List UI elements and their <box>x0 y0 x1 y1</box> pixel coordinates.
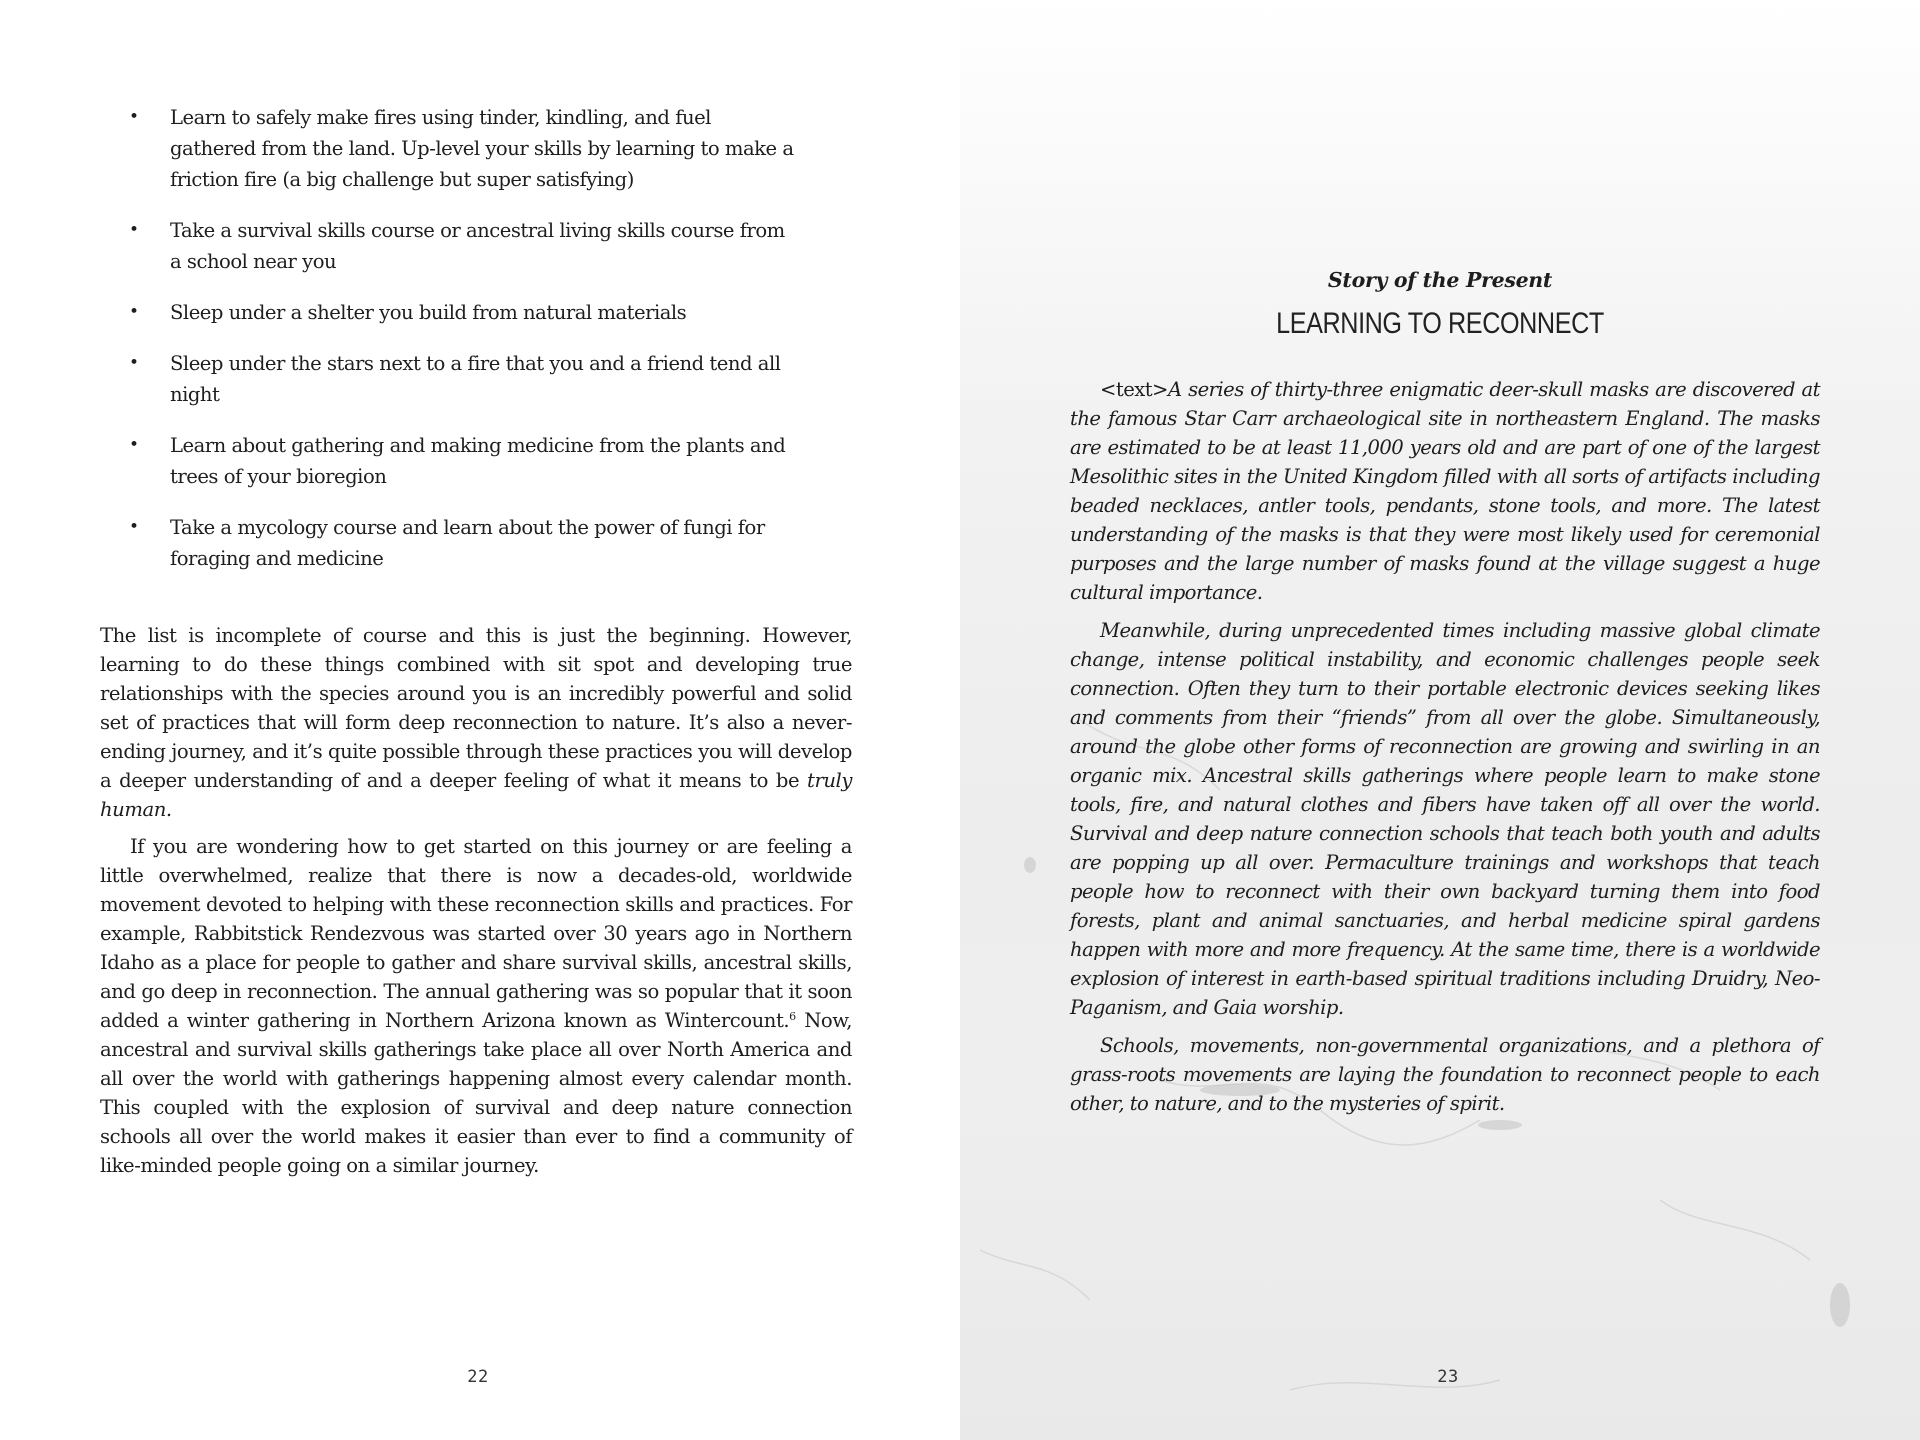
bullet-marker: • <box>129 435 139 455</box>
list-item <box>100 430 820 492</box>
bullet-marker: • <box>129 107 139 127</box>
right-page <box>960 0 1920 1440</box>
section-kicker: Story of the Present <box>1327 268 1553 292</box>
list-item <box>100 215 820 277</box>
right-body-text <box>1070 375 1820 1127</box>
bullet-marker: • <box>129 353 139 373</box>
paragraph-text-continued: Now, ancestral and survival skills gatherings take place all over North America and all over the world with gatherings happening almost every calendar month. This coupled with the explosion of survival and deep nature connection schools all over the world makes it easier than ever to find a community of like-minded people going on a similar journey. <box>100 1009 853 1177</box>
list-item <box>100 512 820 574</box>
page-number: 22 <box>467 1367 489 1387</box>
list-item <box>100 297 820 328</box>
left-body-text <box>100 621 852 1188</box>
footnote-marker[interactable]: 6 <box>789 1010 796 1023</box>
bullet-list <box>100 102 800 594</box>
paragraph-text: The list is incomplete of course and this is just the beginning. However, learning to do these things combined with sit spot and developing true relationships with the species around you is an incredibly powerful and solid set of practices that will form deep reconnection to nature. It’s also a never-ending journey, and it’s quite possible through these practices you will develop a deeper understanding of and a deeper feeling of what it means to be <box>100 624 852 792</box>
bullet-marker: • <box>129 220 139 240</box>
page-number: 23 <box>1437 1367 1459 1387</box>
list-item-text: Take a survival skills course or ancestral living skills course from a school near you <box>170 219 785 273</box>
paragraph-text: A series of thirty-three enigmatic deer-skull masks are discovered at the famous Star Carr archaeological site in northeastern England. The masks are estimated to be at least 11,000 years old and are part of one of the largest Mesolithic sites in the United Kingdom filled with all sorts of artifacts including beaded necklaces, antler tools, pendants, stone tools, and more. The latest understanding of the masks is that they were most likely used for ceremonial purposes and the large number of masks found at the village suggest a huge cultural importance. <box>1070 378 1820 604</box>
markup-tag-text: <text> <box>1100 378 1168 401</box>
paragraph-text: If you are wondering how to get started on this journey or are feeling a little overwhelmed, realize that there is now a decades-old, worldwide movement devoted to helping with these reconnection skills and practices. For example, Rabbitstick Rendezvous was started over 30 years ago in Northern Idaho as a place for people to gather and share survival skills, ancestral skills, and go deep in reconnection. The annual gathering was so popular that it soon added a winter gathering in Northern Arizona known as Wintercount. <box>100 835 852 1032</box>
bullet-marker: • <box>129 517 139 537</box>
list-item-text: Learn about gathering and making medicine from the plants and trees of your bioregion <box>170 434 786 488</box>
body-paragraph <box>1070 375 1820 607</box>
list-item-text: Take a mycology course and learn about the power of fungi for foraging and medicine <box>170 516 765 570</box>
list-item <box>100 348 820 410</box>
body-paragraph <box>100 832 852 1180</box>
list-item-text: Sleep under the stars next to a fire that you and a friend tend all night <box>170 352 781 406</box>
body-paragraph: Meanwhile, during unprecedented times including massive global climate change, intense political instability, and economic challenges people seek connection. Often they turn to their portable electronic devices seeking likes and comments from their “friends” from all over the globe. Simultaneously, around the globe other forms of reconnection are growing and swirling in an organic mix. Ancestral skills gatherings where people learn to make stone tools, fire, and natural clothes and fibers have taken off all over the world. Survival and deep nature connection schools that teach both youth and adults are popping up all over. Permaculture trainings and workshops that teach people how to reconnect with their own backyard turning them into food forests, plant and animal sanctuaries, and herbal medicine spiral gardens happen with more and more frequency. At the same time, there is a worldwide explosion of interest in earth-based spiritual traditions including Druidry, Neo-Paganism, and Gaia worship. <box>1070 619 1820 1019</box>
body-paragraph: Schools, movements, non-governmental organizations, and a plethora of grass-roots movements are laying the foundation to reconnect people to each other, to nature, and to the mysteries of spirit. <box>1070 1034 1820 1115</box>
section-title: LEARNING TO RECONNECT <box>1276 307 1604 340</box>
list-item-text: Sleep under a shelter you build from natural materials <box>170 301 687 324</box>
body-paragraph <box>100 621 852 824</box>
list-item-text: Learn to safely make fires using tinder, kindling, and fuel gathered from the land. Up-level your skills by learning to make a friction fire (a big challenge but super satisfying) <box>170 106 794 191</box>
bullet-marker: • <box>129 302 139 322</box>
list-item <box>100 102 820 195</box>
emphasis-text: truly human. <box>100 769 852 821</box>
